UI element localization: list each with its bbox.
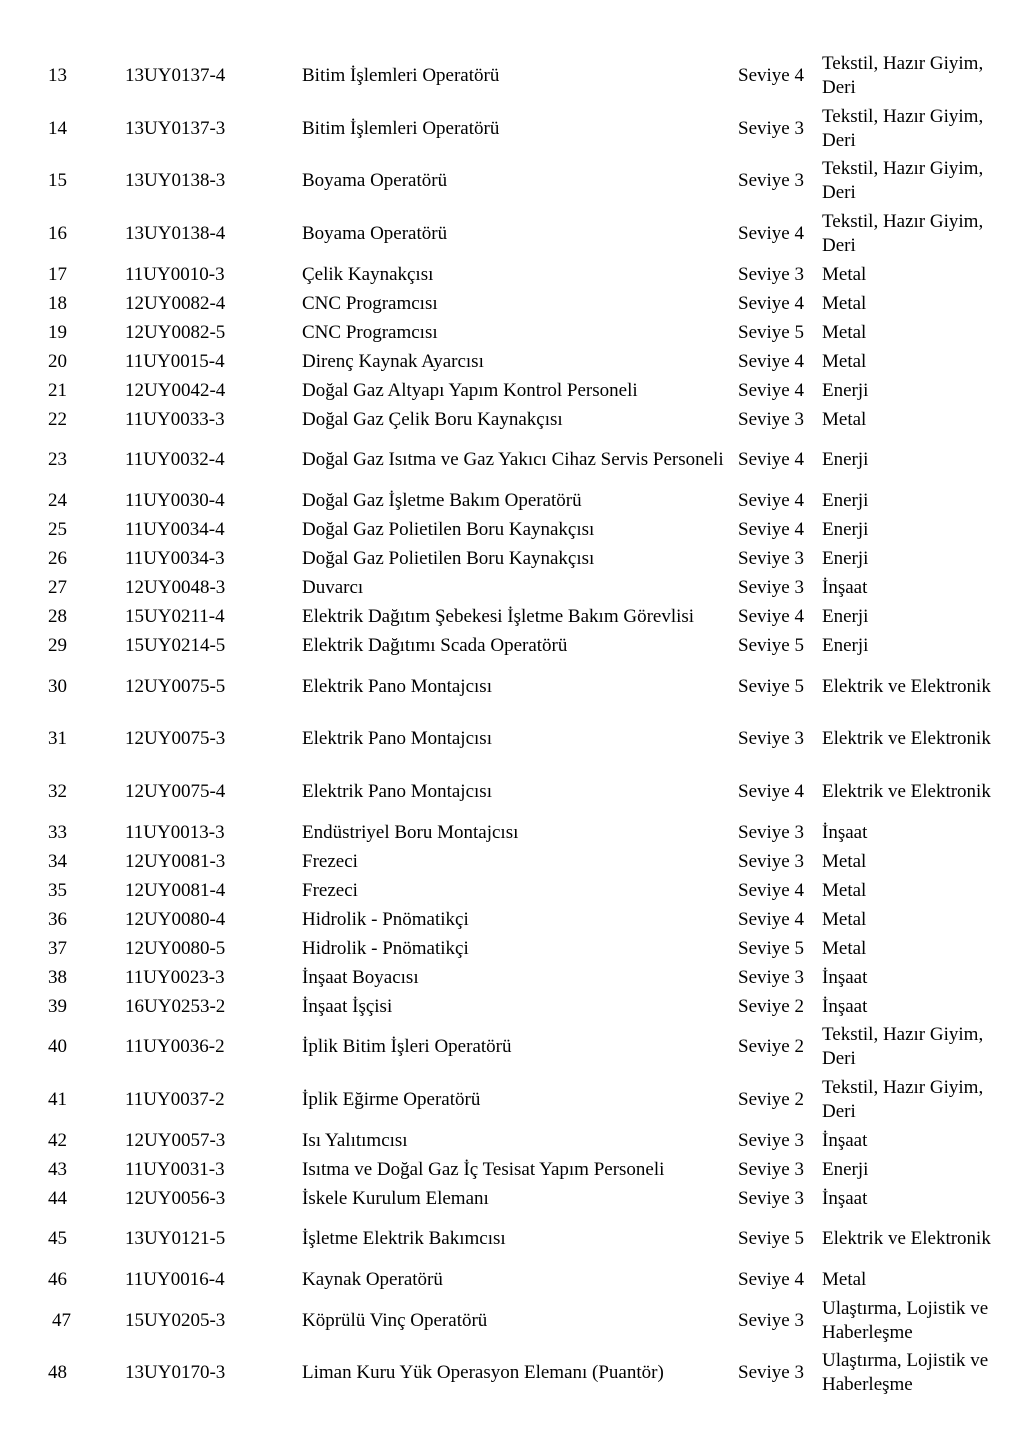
qualification-sector: Enerji bbox=[822, 548, 869, 569]
qualification-name: CNC Programcısı bbox=[302, 321, 438, 343]
row-number: 28 bbox=[48, 606, 67, 627]
qualification-sector: Metal bbox=[822, 408, 867, 430]
qualification-sector: Elektrik ve Elektronik bbox=[822, 675, 991, 697]
qualification-sector: Metal bbox=[822, 1269, 867, 1290]
qualification-code: 12UY0081-3 bbox=[125, 850, 226, 872]
qualification-code: 11UY0037-2 bbox=[125, 1088, 225, 1110]
table-row bbox=[0, 516, 992, 545]
qualification-code: 12UY0042-4 bbox=[125, 379, 226, 401]
row-number: 39 bbox=[48, 995, 67, 1017]
qualification-name: Liman Kuru Yük Operasyon Elemanı (Puantör) bbox=[302, 1362, 664, 1384]
table-row bbox=[0, 487, 992, 516]
qualification-level: Seviye 2 bbox=[738, 1088, 804, 1110]
qualification-code: 12UY0082-4 bbox=[125, 292, 226, 314]
qualification-code: 15UY0211-4 bbox=[125, 606, 225, 627]
row-number: 23 bbox=[48, 449, 67, 471]
row-number: 44 bbox=[48, 1187, 67, 1209]
row-number: 35 bbox=[48, 879, 67, 901]
row-number: 20 bbox=[48, 350, 67, 372]
qualification-level: Seviye 3 bbox=[738, 821, 804, 843]
qualification-sector: Ulaştırma, Lojistik ve Haberleşme bbox=[822, 1297, 989, 1343]
table-row bbox=[0, 318, 992, 347]
qualification-sector: Elektrik ve Elektronik bbox=[822, 728, 991, 750]
qualification-level: Seviye 2 bbox=[738, 1036, 804, 1058]
table-row bbox=[0, 603, 992, 632]
qualification-level: Seviye 4 bbox=[738, 449, 804, 471]
qualification-sector: Tekstil, Hazır Giyim, Deri bbox=[822, 1076, 984, 1122]
qualification-name: İnşaat Boyacısı bbox=[302, 966, 419, 988]
qualification-code: 13UY0138-4 bbox=[125, 222, 226, 244]
table-row bbox=[0, 847, 992, 876]
document-page bbox=[0, 50, 1023, 1400]
qualification-name: Duvarcı bbox=[302, 577, 364, 598]
qualification-sector: Tekstil, Hazır Giyim, Deri bbox=[822, 210, 984, 256]
qualification-level: Seviye 2 bbox=[738, 995, 804, 1017]
qualification-level: Seviye 4 bbox=[738, 379, 804, 401]
table-row bbox=[0, 545, 992, 574]
qualification-level: Seviye 3 bbox=[738, 966, 804, 988]
qualification-code: 12UY0048-3 bbox=[125, 577, 226, 598]
qualification-code: 11UY0030-4 bbox=[125, 490, 225, 511]
qualification-level: Seviye 3 bbox=[738, 1187, 804, 1209]
table-row bbox=[0, 1021, 992, 1074]
qualification-sector: Enerji bbox=[822, 606, 869, 627]
qualification-name: Doğal Gaz Polietilen Boru Kaynakçısı bbox=[302, 548, 595, 569]
qualification-sector: Metal bbox=[822, 350, 867, 372]
qualification-code: 12UY0057-3 bbox=[125, 1129, 226, 1151]
qualification-sector: Ulaştırma, Lojistik ve Haberleşme bbox=[822, 1350, 989, 1396]
qualification-name: Endüstriyel Boru Montajcısı bbox=[302, 821, 519, 843]
qualification-name: Doğal Gaz Isıtma ve Gaz Yakıcı Cihaz Servis Personeli bbox=[302, 449, 724, 471]
row-number: 16 bbox=[48, 222, 67, 244]
qualification-code: 12UY0075-3 bbox=[125, 728, 226, 750]
qualification-code: 11UY0031-3 bbox=[125, 1158, 225, 1180]
table-row bbox=[0, 1266, 992, 1295]
row-number: 37 bbox=[48, 937, 67, 959]
table-row bbox=[0, 992, 992, 1021]
qualification-name: İşletme Elektrik Bakımcısı bbox=[302, 1228, 506, 1250]
qualification-level: Seviye 4 bbox=[738, 292, 804, 314]
qualification-name: Frezeci bbox=[302, 850, 358, 872]
table-row bbox=[0, 347, 992, 376]
qualification-level: Seviye 3 bbox=[738, 170, 804, 192]
qualification-name: Köprülü Vinç Operatörü bbox=[302, 1309, 488, 1331]
qualification-code: 11UY0033-3 bbox=[125, 408, 225, 430]
table-row bbox=[0, 434, 992, 487]
qualification-sector: Metal bbox=[822, 263, 867, 285]
qualification-name: Kaynak Operatörü bbox=[302, 1269, 443, 1290]
qualification-name: Doğal Gaz İşletme Bakım Operatörü bbox=[302, 490, 582, 511]
qualification-code: 11UY0032-4 bbox=[125, 449, 225, 471]
qualification-name: Doğal Gaz Altyapı Yapım Kontrol Personeli bbox=[302, 379, 638, 401]
qualification-code: 13UY0137-3 bbox=[125, 117, 226, 139]
qualification-name: Hidrolik - Pnömatikçi bbox=[302, 908, 469, 930]
qualification-code: 12UY0075-5 bbox=[125, 675, 226, 697]
qualification-code: 13UY0137-4 bbox=[125, 65, 226, 87]
qualification-code: 16UY0253-2 bbox=[125, 995, 226, 1017]
row-number: 30 bbox=[48, 675, 67, 697]
qualification-level: Seviye 3 bbox=[738, 1129, 804, 1151]
qualification-name: Hidrolik - Pnömatikçi bbox=[302, 937, 469, 959]
qualification-level: Seviye 4 bbox=[738, 1269, 804, 1290]
row-number: 40 bbox=[48, 1036, 67, 1058]
qualification-level: Seviye 3 bbox=[738, 1309, 804, 1331]
table-row bbox=[0, 103, 992, 156]
qualification-level: Seviye 4 bbox=[738, 519, 804, 540]
table-row bbox=[0, 934, 992, 963]
qualification-name: CNC Programcısı bbox=[302, 292, 438, 314]
qualification-name: Elektrik Pano Montajcısı bbox=[302, 675, 492, 697]
row-number: 47 bbox=[52, 1309, 71, 1331]
qualification-name: İplik Eğirme Operatörü bbox=[302, 1088, 481, 1110]
table-row bbox=[0, 50, 992, 103]
qualification-sector: İnşaat bbox=[822, 966, 868, 988]
table-row bbox=[0, 713, 992, 766]
row-number: 32 bbox=[48, 780, 67, 802]
qualification-name: Isı Yalıtımcısı bbox=[302, 1129, 408, 1151]
table-row bbox=[0, 1155, 992, 1184]
qualification-name: Frezeci bbox=[302, 879, 358, 901]
qualification-name: Elektrik Dağıtımı Scada Operatörü bbox=[302, 635, 568, 656]
table-row bbox=[0, 818, 992, 847]
qualification-level: Seviye 3 bbox=[738, 1362, 804, 1384]
qualification-sector: İnşaat bbox=[822, 1129, 868, 1151]
qualification-name: Doğal Gaz Çelik Boru Kaynakçısı bbox=[302, 408, 563, 430]
table-row bbox=[0, 1126, 992, 1155]
row-number: 45 bbox=[48, 1228, 67, 1250]
qualification-level: Seviye 5 bbox=[738, 937, 804, 959]
qualification-sector: Tekstil, Hazır Giyim, Deri bbox=[822, 158, 984, 204]
qualification-sector: Elektrik ve Elektronik bbox=[822, 1228, 991, 1250]
table-row bbox=[0, 155, 992, 208]
qualification-name: Boyama Operatörü bbox=[302, 170, 448, 192]
qualification-level: Seviye 4 bbox=[738, 65, 804, 87]
qualification-sector: Enerji bbox=[822, 379, 869, 401]
qualification-level: Seviye 3 bbox=[738, 850, 804, 872]
qualification-code: 15UY0214-5 bbox=[125, 635, 226, 656]
row-number: 42 bbox=[48, 1129, 67, 1151]
qualification-name: Çelik Kaynakçısı bbox=[302, 263, 434, 285]
qualification-sector: Metal bbox=[822, 850, 867, 872]
qualification-name: İplik Bitim İşleri Operatörü bbox=[302, 1036, 512, 1058]
table-row bbox=[0, 208, 992, 261]
qualification-code: 11UY0036-2 bbox=[125, 1036, 225, 1058]
qualification-sector: Tekstil, Hazır Giyim, Deri bbox=[822, 1024, 984, 1070]
table-row bbox=[0, 1213, 992, 1266]
qualification-sector: Tekstil, Hazır Giyim, Deri bbox=[822, 53, 984, 99]
qualification-name: Elektrik Pano Montajcısı bbox=[302, 780, 492, 802]
qualification-name: Elektrik Pano Montajcısı bbox=[302, 728, 492, 750]
qualification-level: Seviye 4 bbox=[738, 908, 804, 930]
qualification-level: Seviye 5 bbox=[738, 675, 804, 697]
qualification-name: Elektrik Dağıtım Şebekesi İşletme Bakım Görevlisi bbox=[302, 606, 695, 627]
row-number: 33 bbox=[48, 821, 67, 843]
qualification-level: Seviye 4 bbox=[738, 490, 804, 511]
qualification-code: 12UY0080-5 bbox=[125, 937, 226, 959]
qualification-code: 11UY0016-4 bbox=[125, 1269, 225, 1290]
qualification-sector: İnşaat bbox=[822, 821, 868, 843]
qualification-sector: Tekstil, Hazır Giyim, Deri bbox=[822, 105, 984, 151]
qualification-level: Seviye 3 bbox=[738, 263, 804, 285]
qualification-level: Seviye 4 bbox=[738, 879, 804, 901]
qualification-name: Bitim İşlemleri Operatörü bbox=[302, 65, 500, 87]
qualification-name: İskele Kurulum Elemanı bbox=[302, 1187, 489, 1209]
qualification-level: Seviye 4 bbox=[738, 780, 804, 802]
qualification-code: 11UY0034-4 bbox=[125, 519, 225, 540]
qualification-sector: Enerji bbox=[822, 490, 869, 511]
table-row bbox=[0, 405, 992, 434]
qualification-name: Doğal Gaz Polietilen Boru Kaynakçısı bbox=[302, 519, 595, 540]
table-row bbox=[0, 260, 992, 289]
row-number: 27 bbox=[48, 577, 67, 598]
row-number: 36 bbox=[48, 908, 67, 930]
qualification-name: Boyama Operatörü bbox=[302, 222, 448, 244]
qualification-level: Seviye 3 bbox=[738, 728, 804, 750]
row-number: 24 bbox=[48, 490, 67, 511]
table-row bbox=[0, 876, 992, 905]
qualification-level: Seviye 5 bbox=[738, 635, 804, 656]
table-row bbox=[0, 905, 992, 934]
row-number: 31 bbox=[48, 728, 67, 750]
qualification-code: 11UY0010-3 bbox=[125, 263, 225, 285]
qualification-code: 11UY0023-3 bbox=[125, 966, 225, 988]
qualification-level: Seviye 4 bbox=[738, 350, 804, 372]
row-number: 46 bbox=[48, 1269, 67, 1290]
qualification-sector: İnşaat bbox=[822, 577, 868, 598]
row-number: 29 bbox=[48, 635, 67, 656]
row-number: 43 bbox=[48, 1158, 67, 1180]
qualification-level: Seviye 3 bbox=[738, 117, 804, 139]
table-row bbox=[0, 1074, 992, 1127]
qualification-sector: Enerji bbox=[822, 519, 869, 540]
table-row bbox=[0, 574, 992, 603]
row-number: 15 bbox=[48, 170, 67, 192]
qualification-name: Direnç Kaynak Ayarcısı bbox=[302, 350, 484, 372]
qualification-sector: Metal bbox=[822, 908, 867, 930]
qualification-code: 13UY0138-3 bbox=[125, 170, 226, 192]
qualification-code: 12UY0080-4 bbox=[125, 908, 226, 930]
row-number: 14 bbox=[48, 117, 67, 139]
row-number: 22 bbox=[48, 408, 67, 430]
row-number: 38 bbox=[48, 966, 67, 988]
table-row bbox=[0, 1295, 992, 1348]
row-number: 21 bbox=[48, 379, 67, 401]
table-row bbox=[0, 661, 992, 714]
row-number: 25 bbox=[48, 519, 67, 540]
qualification-level: Seviye 3 bbox=[738, 548, 804, 569]
qualification-level: Seviye 4 bbox=[738, 222, 804, 244]
qualification-sector: Metal bbox=[822, 879, 867, 901]
row-number: 41 bbox=[48, 1088, 67, 1110]
table-row bbox=[0, 289, 992, 318]
qualification-sector: Enerji bbox=[822, 1158, 869, 1180]
qualification-code: 12UY0056-3 bbox=[125, 1187, 226, 1209]
qualification-sector: İnşaat bbox=[822, 995, 868, 1017]
row-number: 26 bbox=[48, 548, 67, 569]
row-number: 34 bbox=[48, 850, 67, 872]
qualification-sector: Metal bbox=[822, 937, 867, 959]
qualification-sector: Metal bbox=[822, 292, 867, 314]
qualification-level: Seviye 3 bbox=[738, 1158, 804, 1180]
qualification-code: 12UY0082-5 bbox=[125, 321, 226, 343]
qualification-sector: İnşaat bbox=[822, 1187, 868, 1209]
qualification-code: 13UY0121-5 bbox=[125, 1228, 226, 1250]
qualification-code: 13UY0170-3 bbox=[125, 1362, 226, 1384]
table-row bbox=[0, 1184, 992, 1213]
row-number: 13 bbox=[48, 65, 67, 87]
row-number: 48 bbox=[48, 1362, 67, 1384]
qualification-name: İnşaat İşçisi bbox=[302, 995, 393, 1017]
qualification-table bbox=[0, 50, 992, 1400]
qualification-code: 11UY0013-3 bbox=[125, 821, 225, 843]
table-row bbox=[0, 766, 992, 819]
qualification-code: 12UY0081-4 bbox=[125, 879, 226, 901]
qualification-sector: Enerji bbox=[822, 449, 869, 471]
qualification-level: Seviye 5 bbox=[738, 321, 804, 343]
qualification-sector: Elektrik ve Elektronik bbox=[822, 780, 991, 802]
table-row bbox=[0, 1347, 992, 1400]
qualification-level: Seviye 4 bbox=[738, 606, 804, 627]
qualification-sector: Enerji bbox=[822, 635, 869, 656]
qualification-level: Seviye 3 bbox=[738, 408, 804, 430]
table-row bbox=[0, 963, 992, 992]
qualification-sector: Metal bbox=[822, 321, 867, 343]
row-number: 18 bbox=[48, 292, 67, 314]
qualification-code: 15UY0205-3 bbox=[125, 1309, 226, 1331]
qualification-code: 11UY0034-3 bbox=[125, 548, 225, 569]
row-number: 17 bbox=[48, 263, 67, 285]
qualification-level: Seviye 3 bbox=[738, 577, 804, 598]
qualification-code: 11UY0015-4 bbox=[125, 350, 225, 372]
qualification-name: Bitim İşlemleri Operatörü bbox=[302, 117, 500, 139]
row-number: 19 bbox=[48, 321, 67, 343]
qualification-code: 12UY0075-4 bbox=[125, 780, 226, 802]
qualification-level: Seviye 5 bbox=[738, 1228, 804, 1250]
table-row bbox=[0, 376, 992, 405]
qualification-name: Isıtma ve Doğal Gaz İç Tesisat Yapım Personeli bbox=[302, 1158, 665, 1180]
table-row bbox=[0, 632, 992, 661]
